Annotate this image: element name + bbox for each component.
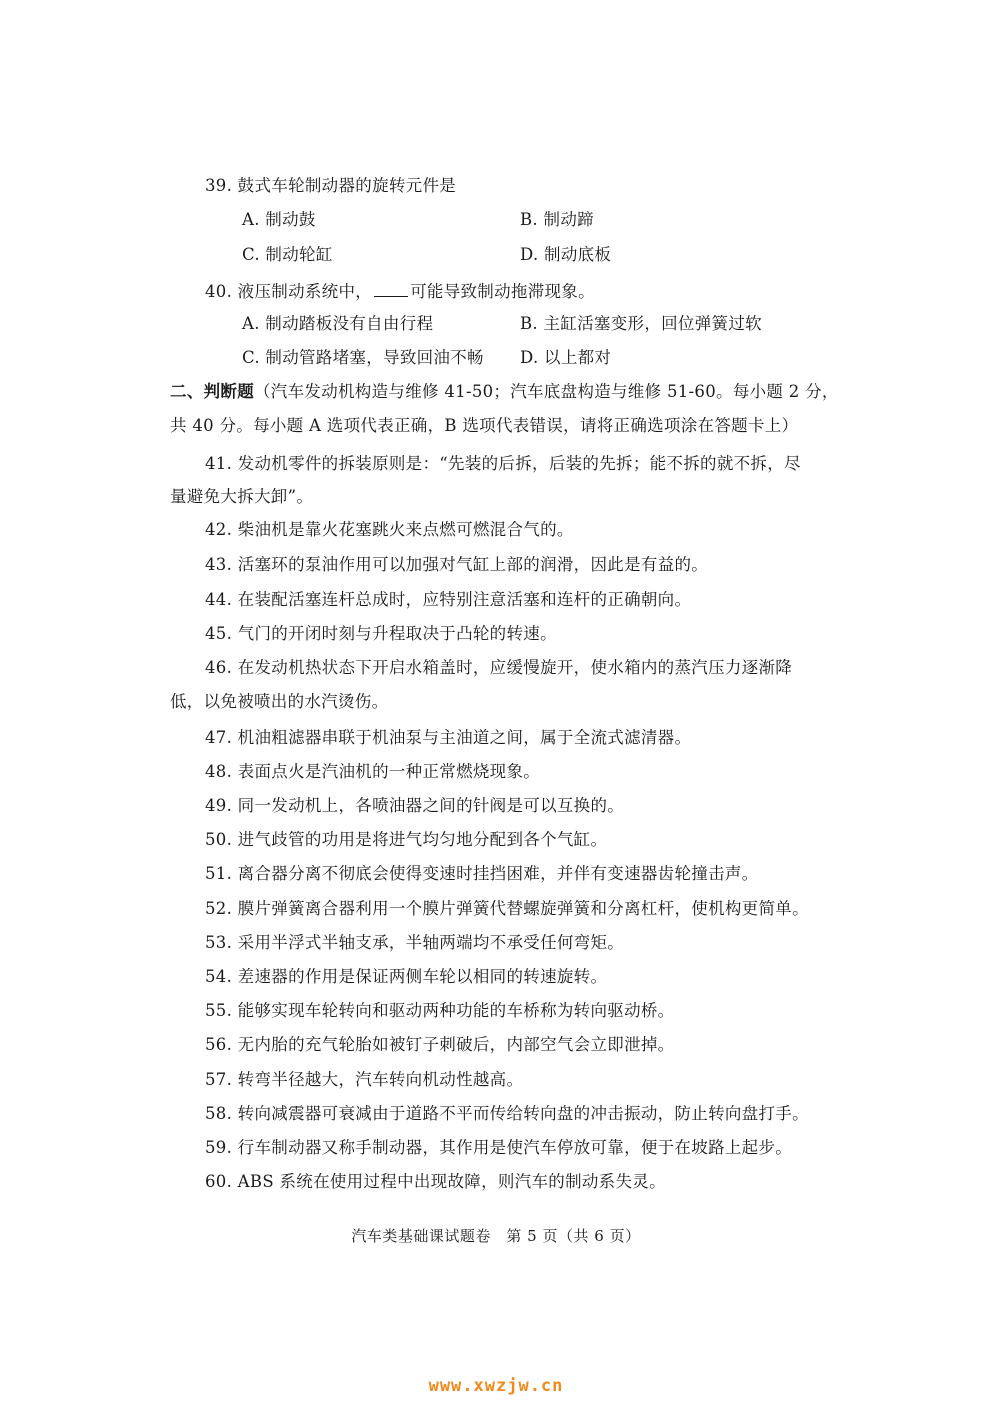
- question-40-stem: [0, 278, 992, 304]
- option-40-b: B. 主缸活塞变形，回位弹簧过软: [520, 314, 762, 333]
- option-39-b: B. 制动蹄: [520, 210, 594, 229]
- question-59: 59. 行车制动器又称手制动器，其作用是使汽车停放可靠，便于在坡路上起步。: [205, 1138, 793, 1157]
- question-52: 52. 膜片弹簧离合器利用一个膜片弹簧代替螺旋弹簧和分离杠杆，使机构更简单。: [205, 899, 809, 918]
- question-47: 47. 机油粗滤器串联于机油泵与主油道之间，属于全流式滤清器。: [205, 728, 692, 747]
- page-footer: 汽车类基础课试题卷 第 5 页（共 6 页）: [351, 1227, 641, 1245]
- question-46-line2: 低，以免被喷出的水汽烫伤。: [170, 692, 389, 711]
- question-49: 49. 同一发动机上，各喷油器之间的针阀是可以互换的。: [205, 796, 625, 815]
- option-39-c: C. 制动轮缸: [242, 245, 333, 264]
- option-40-d: D. 以上都对: [520, 348, 612, 367]
- section-2-heading: 二、判断题: [170, 382, 254, 401]
- section-2-desc-line1: （汽车发动机构造与维修 41-50；汽车底盘构造与维修 51-60。每小题 2 分，: [254, 382, 839, 401]
- question-51: 51. 离合器分离不彻底会使得变速时挂挡困难，并伴有变速器齿轮撞击声。: [205, 864, 759, 883]
- question-41-line2: 量避免大拆大卸”。: [170, 487, 314, 506]
- question-57: 57. 转弯半径越大，汽车转向机动性越高。: [205, 1070, 524, 1089]
- question-56: 56. 无内胎的充气轮胎如被钉子刺破后，内部空气会立即泄掉。: [205, 1035, 675, 1054]
- question-39-stem: 39. 鼓式车轮制动器的旋转元件是: [205, 176, 457, 195]
- question-54: 54. 差速器的作用是保证两侧车轮以相同的转速旋转。: [205, 967, 608, 986]
- question-58: 58. 转向减震器可衰减由于道路不平而传给转向盘的冲击振动，防止转向盘打手。: [205, 1104, 809, 1123]
- section-2-header: [0, 380, 992, 404]
- question-42: 42. 柴油机是靠火花塞跳火来点燃可燃混合气的。: [205, 520, 574, 539]
- question-44: 44. 在装配活塞连杆总成时，应特别注意活塞和连杆的正确朝向。: [205, 590, 692, 609]
- question-45: 45. 气门的开闭时刻与升程取决于凸轮的转速。: [205, 624, 557, 643]
- question-40-stem-after: 可能导致制动拖滞现象。: [410, 282, 595, 301]
- question-41-line1: 41. 发动机零件的拆装原则是：“先装的后拆，后装的先拆；能不拆的就不拆，尽: [205, 454, 801, 473]
- question-40-stem-before: 40. 液压制动系统中，: [205, 282, 373, 301]
- question-50: 50. 进气歧管的功用是将进气均匀地分配到各个气缸。: [205, 830, 608, 849]
- question-55: 55. 能够实现车轮转向和驱动两种功能的车桥称为转向驱动桥。: [205, 1001, 675, 1020]
- watermark: www.xwzjw.cn: [428, 1376, 564, 1396]
- option-39-d: D. 制动底板: [520, 245, 612, 264]
- option-39-a: A. 制动鼓: [242, 210, 316, 229]
- question-53: 53. 采用半浮式半轴支承，半轴两端均不承受任何弯矩。: [205, 933, 625, 952]
- question-60: 60. ABS 系统在使用过程中出现故障，则汽车的制动系失灵。: [205, 1172, 666, 1191]
- option-40-c: C. 制动管路堵塞，导致回油不畅: [242, 348, 484, 367]
- answer-blank: [374, 278, 408, 297]
- option-40-a: A. 制动踏板没有自由行程: [242, 314, 434, 333]
- question-43: 43. 活塞环的泵油作用可以加强对气缸上部的润滑，因此是有益的。: [205, 555, 709, 574]
- section-2-desc-line2: 共 40 分。每小题 A 选项代表正确，B 选项代表错误，请将正确选项涂在答题卡上）: [170, 416, 799, 435]
- question-48: 48. 表面点火是汽油机的一种正常燃烧现象。: [205, 762, 541, 781]
- question-46-line1: 46. 在发动机热状态下开启水箱盖时，应缓慢旋开，使水箱内的蒸汽压力逐渐降: [205, 658, 793, 677]
